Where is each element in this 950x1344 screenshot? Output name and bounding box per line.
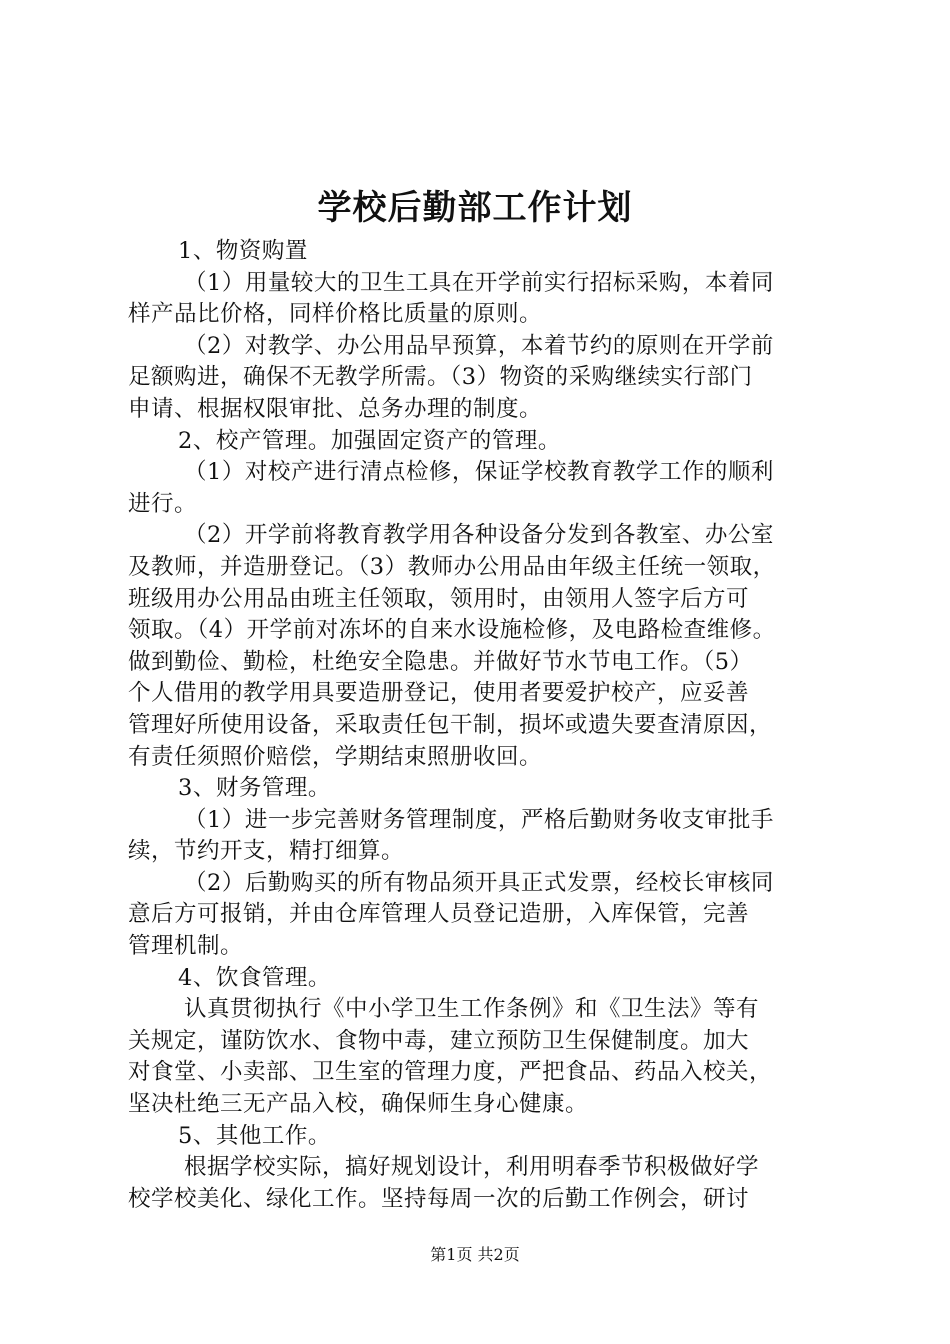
- section-heading: 5、其他工作。: [178, 1122, 331, 1149]
- paragraph-line: （1）对校产进行清点检修，保证学校教育教学工作的顺利: [184, 459, 774, 486]
- section-heading: 4、饮食管理。: [178, 964, 331, 991]
- paragraph-line: （2）开学前将教育教学用各种设备分发到各教室、办公室: [184, 522, 774, 549]
- paragraph-line: 关规定，谨防饮水、食物中毒，建立预防卫生保健制度。加大: [128, 1027, 750, 1054]
- paragraph-line: 有责任须照价赔偿，学期结束照册收回。: [128, 743, 543, 770]
- section-heading: 1、物资购置: [178, 238, 308, 264]
- section-heading: 3、财务管理。: [178, 775, 331, 802]
- paragraph-line: 进行。: [128, 490, 198, 517]
- paragraph-line: （2）对教学、办公用品早预算，本着节约的原则在开学前: [184, 332, 774, 359]
- paragraph-line: 足额购进，确保不无教学所需。（3）物资的采购继续实行部门: [128, 364, 753, 391]
- document-body: [128, 236, 832, 1215]
- paragraph-line: 领取。（4）开学前对冻坏的自来水设施检修，及电路检查维修。: [128, 617, 776, 644]
- paragraph-line: 认真贯彻执行《中小学卫生工作条例》和《卫生法》等有: [184, 996, 760, 1023]
- paragraph-line: 班级用办公用品由班主任领取，领用时，由领用人签字后方可: [128, 585, 750, 612]
- paragraph-line: 管理机制。: [128, 933, 244, 960]
- paragraph-line: 个人借用的教学用具要造册登记，使用者要爱护校产，应妥善: [128, 680, 750, 707]
- document-title: 学校后勤部工作计划: [317, 188, 633, 228]
- paragraph-line: 坚决杜绝三无产品入校，确保师生身心健康。: [128, 1091, 589, 1118]
- page-number: 第1页 共2页: [430, 1245, 520, 1264]
- paragraph-line: （1）用量较大的卫生工具在开学前实行招标采购，本着同: [184, 269, 774, 296]
- paragraph-line: 申请、根据权限审批、总务办理的制度。: [128, 395, 543, 422]
- paragraph-line: 根据学校实际，搞好规划设计，利用明春季节积极做好学: [184, 1154, 760, 1181]
- paragraph-line: 续，节约开支，精打细算。: [128, 838, 405, 865]
- section-heading: 2、校产管理。加强固定资产的管理。: [178, 427, 561, 454]
- paragraph-line: 校学校美化、绿化工作。坚持每周一次的后勤工作例会，研讨: [128, 1185, 750, 1212]
- paragraph-line: 及教师，并造册登记。（3）教师办公用品由年级主任统一领取，: [128, 553, 776, 580]
- paragraph-line: 管理好所使用设备，采取责任包干制，损坏或遗失要查清原因，: [128, 711, 773, 738]
- paragraph-line: 对食堂、小卖部、卫生室的管理力度，严把食品、药品入校关，: [128, 1059, 773, 1086]
- paragraph-line: 意后方可报销，并由仓库管理人员登记造册，入库保管，完善: [128, 901, 750, 928]
- paragraph-line: 样产品比价格，同样价格比质量的原则。: [128, 301, 543, 328]
- paragraph-line: （1）进一步完善财务管理制度，严格后勤财务收支审批手: [184, 806, 774, 833]
- paragraph-line: （2）后勤购买的所有物品须开具正式发票，经校长审核同: [184, 869, 774, 896]
- paragraph-line: 做到勤俭、勤检，杜绝安全隐患。并做好节水节电工作。（5）: [128, 648, 753, 675]
